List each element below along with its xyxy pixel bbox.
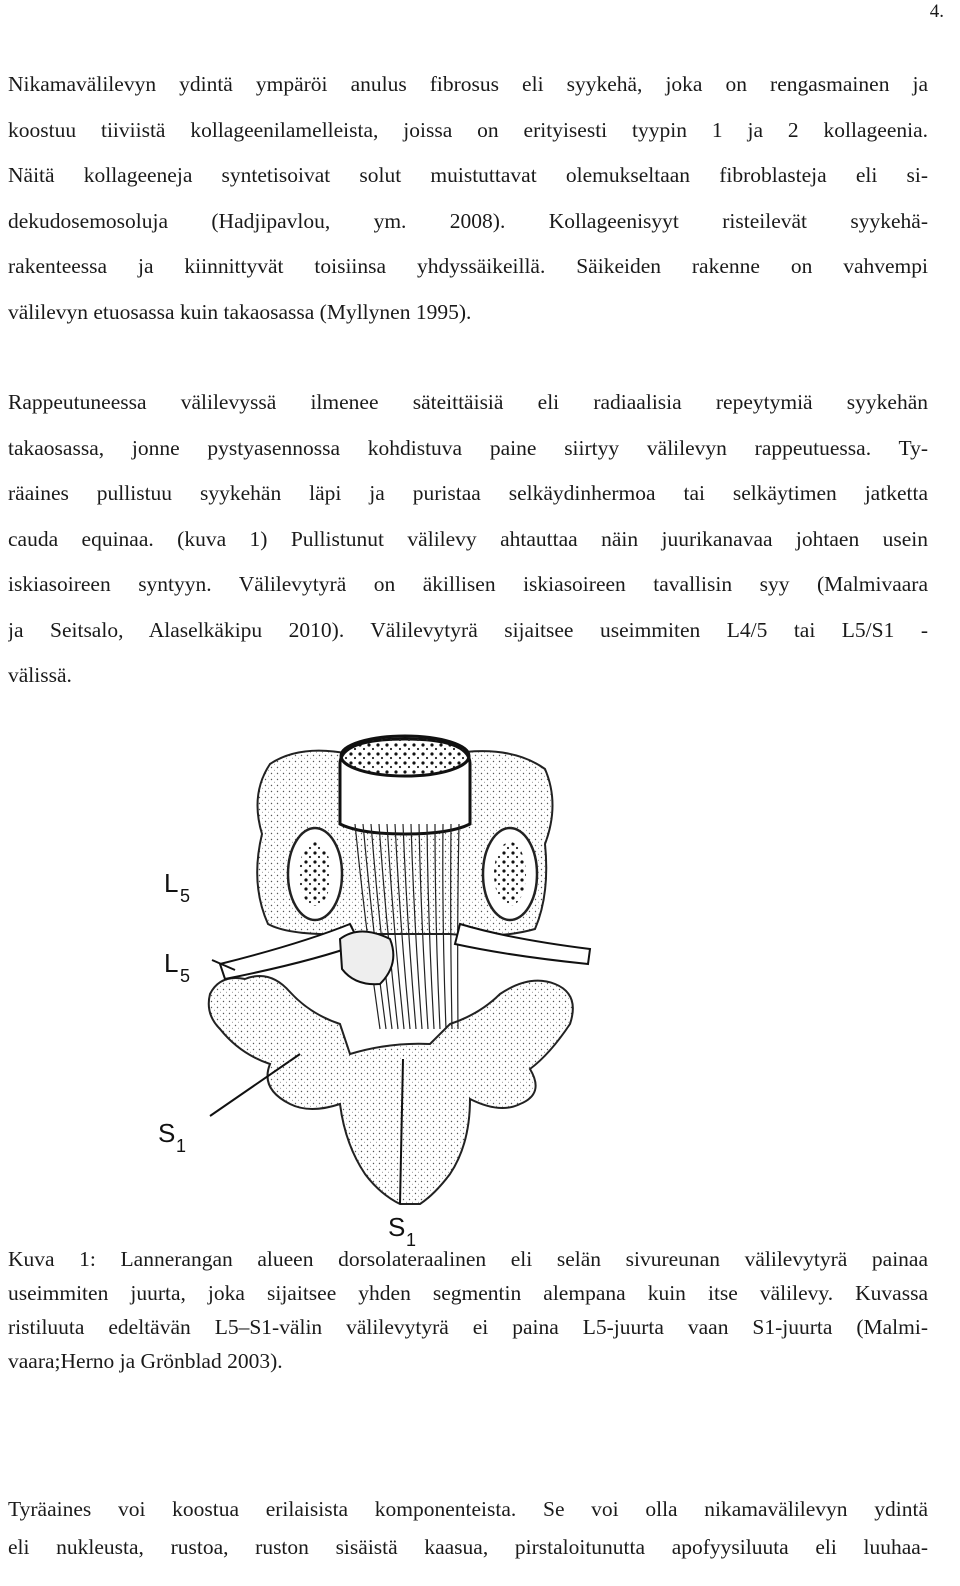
- label-l5-lower: L: [164, 948, 179, 978]
- sacrum: [209, 976, 573, 1204]
- text-line: Tyräaines voi koostua erilaisista komponenteista. Se voi olla nikamavälilevyn ydintä: [8, 1497, 928, 1521]
- text-line: koostuu tiiviistä kollageenilamelleista, joissa on erityisesti tyypin 1 ja 2 kollageenia.: [8, 117, 928, 142]
- paragraph-composition: [8, 1490, 928, 1566]
- text-line: Nikamavälilevyn ydintä ympäröi anulus fibrosus eli syykehä, joka on rengasmainen ja: [8, 72, 928, 96]
- text-line: välissä.: [8, 663, 72, 687]
- page-number: 4.: [929, 1, 944, 22]
- left-l5-root: [220, 924, 360, 979]
- text-line: Näitä kollageeneja syntetisoivat solut muistuttavat olemukseltaan fibroblasteja eli si-: [8, 163, 928, 187]
- text-line: takaosassa, jonne pystyasennossa kohdistuva paine siirtyy välilevyn rappeutuessa. Ty-: [8, 435, 928, 460]
- label-l5-upper-sub: 5: [180, 886, 191, 906]
- left-pedicle-core: [299, 842, 331, 906]
- label-s1-bottom: S: [388, 1212, 406, 1242]
- caption-line: Kuva 1: Lannerangan alueen dorsolateraalinen eli selän sivureunan välilevytyrä painaa: [8, 1247, 928, 1271]
- text-line: ja Seitsalo, Alaselkäkipu 2010). Välilevytyrä sijaitsee useimmiten L4/5 tai L5/S1 -: [8, 617, 928, 642]
- figure-caption: [8, 1242, 928, 1378]
- label-s1-left: S: [158, 1118, 176, 1148]
- disc-herniation: [340, 932, 393, 985]
- text-line: välilevyn etuosassa kuin takaosassa (Myllynen 1995).: [8, 299, 472, 324]
- caption-line: useimmiten juurta, joka sijaitsee yhden segmentin alempana kuin itse välilevy. Kuvassa: [8, 1281, 928, 1305]
- text-line: räaines pullistuu syykehän läpi ja puristaa selkäydinhermoa tai selkäytimen jatketta: [8, 481, 928, 505]
- text-line: iskiasoireen syntyyn. Välilevytyrä on äkillisen iskiasoireen tavallisin syy (Malmivaara: [8, 572, 928, 596]
- label-s1-bottom-sub: 1: [406, 1230, 417, 1250]
- text-line: dekudosemosoluja (Hadjipavlou, ym. 2008). Kollageenisyyt risteilevät syykehä-: [8, 208, 928, 233]
- text-line: Rappeutuneessa välilevyssä ilmenee säteittäisiä eli radiaalisia repeytymiä syykehän: [8, 390, 928, 414]
- text-line: rakenteessa ja kiinnittyvät toisiinsa yhdyssäikeillä. Säikeiden rakenne on vahvempi: [8, 254, 928, 278]
- paragraph-degeneration: [8, 380, 928, 699]
- caption-line: ristiluuta edeltävän L5–S1-välin välilevytyrä ei paina L5-juurta vaan S1-juurta (Malmi-: [8, 1315, 928, 1339]
- dural-sac-top: [341, 736, 469, 776]
- caption-line: vaara;Herno ja Grönblad 2003).: [8, 1349, 283, 1373]
- spine-illustration-svg: [150, 724, 630, 1254]
- label-l5-lower-sub: 5: [180, 966, 191, 986]
- text-line: eli nukleusta, rustoa, ruston sisäistä kaasua, pirstaloitunutta apofyysiluuta eli luuhaa-: [8, 1535, 928, 1559]
- label-l5-upper: L: [164, 868, 179, 898]
- paragraph-annulus: [8, 62, 928, 335]
- text-line: cauda equinaa. (kuva 1) Pullistunut välilevy ahtauttaa näin juurikanavaa johtaen usein: [8, 526, 928, 551]
- label-s1-left-sub: 1: [176, 1136, 187, 1156]
- right-pedicle-core: [494, 842, 526, 906]
- spine-illustration: [150, 724, 630, 1254]
